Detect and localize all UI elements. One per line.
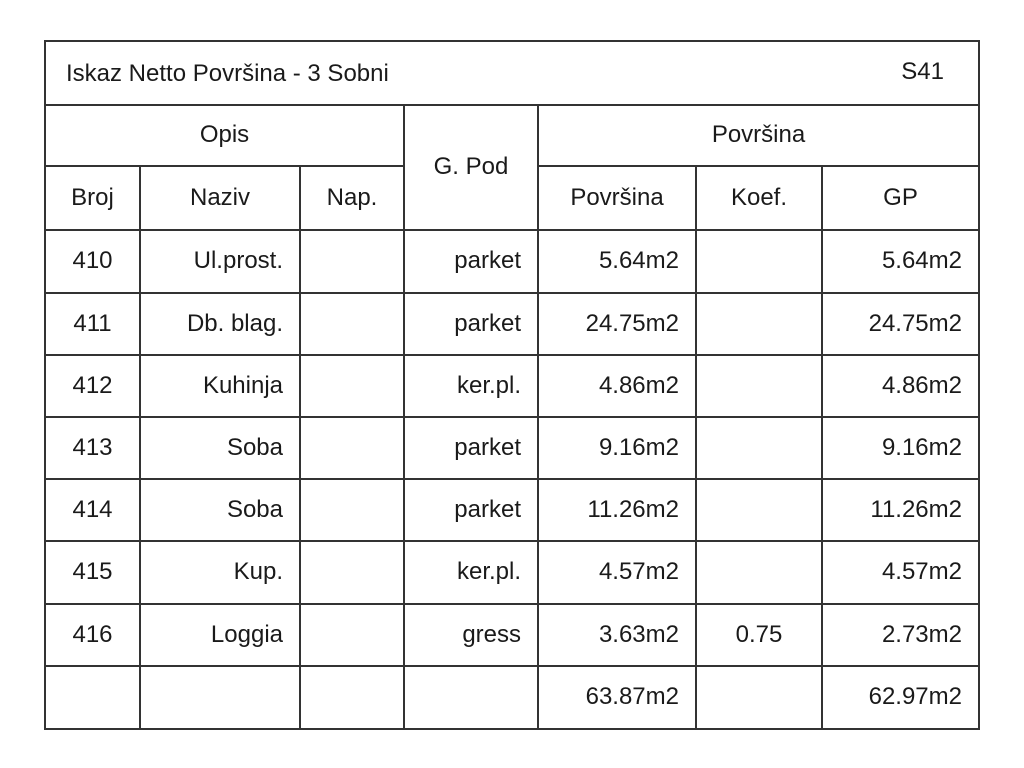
cell-empty [46, 666, 140, 728]
cell-nap [300, 604, 404, 666]
header-opis: Opis [46, 104, 404, 166]
header-povrsina: Površina [538, 166, 696, 230]
cell-naziv: Ul.prost. [140, 230, 300, 292]
cell-pod: parket [404, 230, 538, 292]
table-row [46, 479, 978, 541]
cell-gp: 4.57m2 [822, 541, 978, 603]
cell-empty [404, 666, 538, 728]
table-row [46, 417, 978, 479]
cell-gp: 9.16m2 [822, 417, 978, 479]
cell-naziv: Loggia [140, 604, 300, 666]
cell-povrsina: 11.26m2 [538, 479, 696, 541]
table-row [46, 293, 978, 355]
cell-nap [300, 417, 404, 479]
sheet-title: Iskaz Netto Površina - 3 Sobni [66, 60, 389, 87]
cell-broj: 414 [46, 479, 140, 541]
cell-nap [300, 479, 404, 541]
cell-pod: parket [404, 417, 538, 479]
cell-pod: parket [404, 293, 538, 355]
cell-koef [696, 355, 822, 417]
cell-povrsina: 4.86m2 [538, 355, 696, 417]
cell-koef [696, 541, 822, 603]
cell-gp: 5.64m2 [822, 230, 978, 292]
cell-nap [300, 355, 404, 417]
cell-povrsina: 5.64m2 [538, 230, 696, 292]
area-table [46, 104, 978, 728]
cell-naziv: Soba [140, 417, 300, 479]
cell-pod: parket [404, 479, 538, 541]
cell-gp: 24.75m2 [822, 293, 978, 355]
header-povrsina-group: Površina [538, 104, 978, 166]
cell-koef [696, 293, 822, 355]
cell-empty [140, 666, 300, 728]
cell-nap [300, 230, 404, 292]
cell-broj: 411 [46, 293, 140, 355]
cell-koef [696, 417, 822, 479]
cell-broj: 413 [46, 417, 140, 479]
cell-koef [696, 479, 822, 541]
cell-povrsina: 4.57m2 [538, 541, 696, 603]
cell-povrsina: 24.75m2 [538, 293, 696, 355]
cell-nap [300, 541, 404, 603]
area-sheet [44, 40, 980, 730]
cell-koef [696, 230, 822, 292]
header-koef: Koef. [696, 166, 822, 230]
cell-pod: gress [404, 604, 538, 666]
header-naziv: Naziv [140, 166, 300, 230]
cell-empty [696, 666, 822, 728]
totals-row [46, 666, 978, 728]
cell-broj: 410 [46, 230, 140, 292]
title-row [46, 42, 978, 106]
table-row [46, 541, 978, 603]
table-row [46, 230, 978, 292]
cell-povrsina: 9.16m2 [538, 417, 696, 479]
cell-broj: 416 [46, 604, 140, 666]
header-nap: Nap. [300, 166, 404, 230]
cell-naziv: Kup. [140, 541, 300, 603]
cell-naziv: Soba [140, 479, 300, 541]
cell-gp: 11.26m2 [822, 479, 978, 541]
cell-broj: 412 [46, 355, 140, 417]
cell-naziv: Db. blag. [140, 293, 300, 355]
cell-nap [300, 293, 404, 355]
total-povrsina: 63.87m2 [538, 666, 696, 728]
cell-broj: 415 [46, 541, 140, 603]
table-row [46, 604, 978, 666]
sheet-code: S41 [901, 58, 944, 85]
total-gp: 62.97m2 [822, 666, 978, 728]
header-broj: Broj [46, 166, 140, 230]
cell-povrsina: 3.63m2 [538, 604, 696, 666]
header-gp: GP [822, 166, 978, 230]
header-row-1 [46, 104, 978, 166]
cell-pod: ker.pl. [404, 355, 538, 417]
cell-gp: 2.73m2 [822, 604, 978, 666]
table-row [46, 355, 978, 417]
cell-gp: 4.86m2 [822, 355, 978, 417]
header-g-pod: G. Pod [404, 104, 538, 230]
cell-naziv: Kuhinja [140, 355, 300, 417]
cell-pod: ker.pl. [404, 541, 538, 603]
cell-empty [300, 666, 404, 728]
cell-koef: 0.75 [696, 604, 822, 666]
